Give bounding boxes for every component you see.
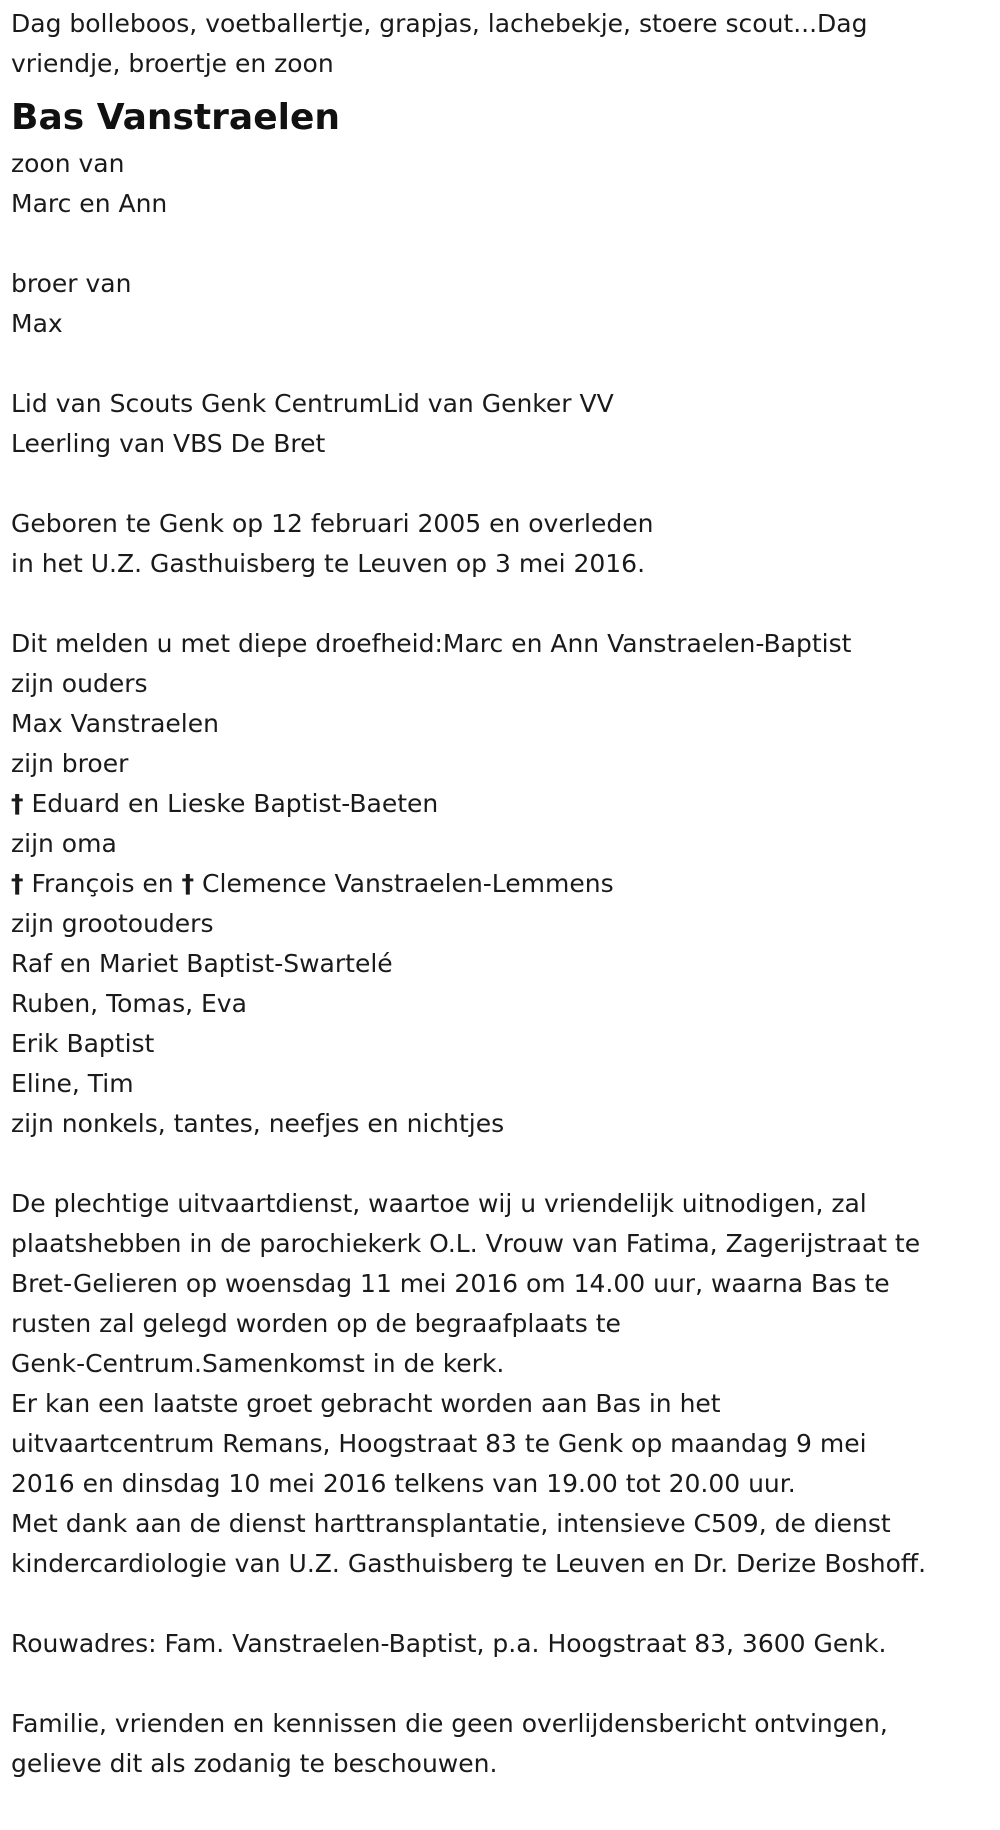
intro-line: vriendje, broertje en zoon — [11, 49, 334, 78]
family-line: Eline, Tim — [11, 1069, 134, 1098]
spacer — [11, 1584, 996, 1624]
announcement-first-line: Dit melden u met diepe droefheid:Marc en Ann Vanstraelen-Baptist — [11, 629, 852, 658]
service-line: De plechtige uitvaartdienst, waartoe wij u vriendelijk uitnodigen, zal — [11, 1189, 867, 1218]
birth-death-line: Geboren te Genk op 12 februari 2005 en overleden — [11, 509, 654, 538]
service-line: Genk-Centrum.Samenkomst in de kerk. — [11, 1349, 505, 1378]
intro-text — [11, 4, 996, 84]
intro-line: Dag bolleboos, voetballertje, grapjas, lachebekje, stoere scout...Dag — [11, 9, 868, 38]
membership-line: Lid van Scouts Genk CentrumLid van Genker VV — [11, 389, 614, 418]
family-line: Ruben, Tomas, Eva — [11, 989, 247, 1018]
closing-section — [11, 1704, 996, 1784]
birth-death-section — [11, 504, 996, 584]
grandparents-label: zijn grootouders — [11, 909, 214, 938]
closing-line: gelieve dit als zodanig te beschouwen. — [11, 1749, 498, 1778]
parents-names: Marc en Ann — [11, 189, 168, 218]
birth-death-line: in het U.Z. Gasthuisberg te Leuven op 3 mei 2016. — [11, 549, 646, 578]
brother-full-name: Max Vanstraelen — [11, 709, 219, 738]
service-line: Bret-Gelieren op woensdag 11 mei 2016 om 14.00 uur, waarna Bas te — [11, 1269, 890, 1298]
service-line: 2016 en dinsdag 10 mei 2016 telkens van 19.00 tot 20.00 uur. — [11, 1469, 796, 1498]
cross-icon: † — [11, 869, 24, 898]
service-line: Er kan een laatste groet gebracht worden aan Bas in het — [11, 1389, 721, 1418]
service-line: plaatshebben in de parochiekerk O.L. Vrouw van Fatima, Zagerijstraat te — [11, 1229, 921, 1258]
family-line: zijn nonkels, tantes, neefjes en nichtjes — [11, 1109, 505, 1138]
relations-section — [11, 144, 996, 344]
grandma-names: Eduard en Lieske Baptist-Baeten — [31, 789, 439, 818]
spacer — [11, 584, 996, 624]
memberships-section — [11, 384, 996, 464]
spacer — [11, 1664, 996, 1704]
brother-of-label: broer van — [11, 269, 132, 298]
service-line: Met dank aan de dienst harttransplantatie, intensieve C509, de dienst — [11, 1509, 891, 1538]
cross-icon: † — [11, 789, 24, 818]
spacer — [11, 344, 996, 384]
closing-line: Familie, vrienden en kennissen die geen overlijdensbericht ontvingen, — [11, 1709, 888, 1738]
spacer — [11, 224, 996, 264]
spacer — [11, 464, 996, 504]
cross-icon: † — [181, 869, 195, 898]
family-line: Raf en Mariet Baptist-Swartelé — [11, 949, 393, 978]
deceased-name: Bas Vanstraelen — [11, 97, 340, 138]
service-line: rusten zal gelegd worden op de begraafplaats te — [11, 1309, 621, 1338]
parents-label: zijn ouders — [11, 669, 148, 698]
brother-name: Max — [11, 309, 63, 338]
grandparent-name: Clemence Vanstraelen-Lemmens — [202, 869, 614, 898]
mourning-address: Rouwadres: Fam. Vanstraelen-Baptist, p.a. Hoogstraat 83, 3600 Genk. — [11, 1629, 887, 1658]
service-line: kindercardiologie van U.Z. Gasthuisberg te Leuven en Dr. Derize Boshoff. — [11, 1549, 927, 1578]
membership-line: Leerling van VBS De Bret — [11, 429, 326, 458]
announcement-section — [11, 624, 996, 1144]
grandma-line — [11, 784, 996, 824]
spacer — [11, 1144, 996, 1184]
brother-label: zijn broer — [11, 749, 129, 778]
son-of-label: zoon van — [11, 149, 125, 178]
grandparents-line — [11, 864, 996, 904]
obituary-document — [11, 4, 996, 1784]
service-section — [11, 1184, 996, 1584]
grandma-label: zijn oma — [11, 829, 117, 858]
family-line: Erik Baptist — [11, 1029, 155, 1058]
service-line: uitvaartcentrum Remans, Hoogstraat 83 te Genk op maandag 9 mei — [11, 1429, 867, 1458]
grandparent-name: François en — [31, 869, 174, 898]
